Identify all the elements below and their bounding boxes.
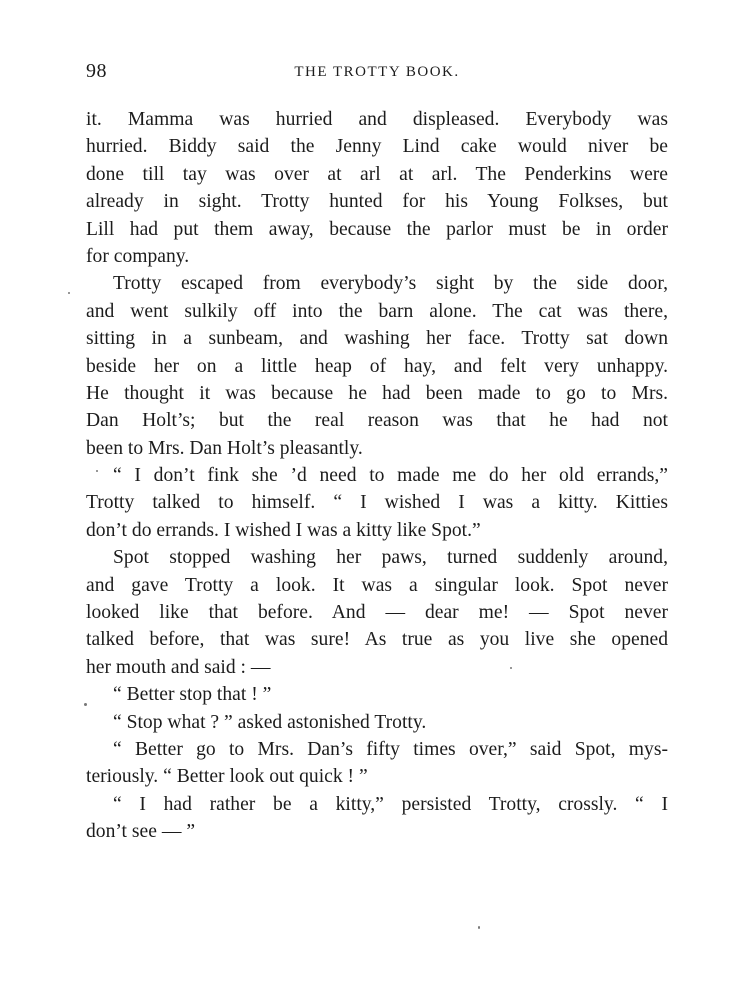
paragraph [86,106,668,270]
text-line: Trotty talked to himself. “ I wished I was a kitty. Kitties [86,492,668,514]
text-line: it. Mamma was hurried and displeased. Everybody was [86,109,668,130]
paragraph [86,709,668,736]
text-line: “ Stop what ? ” asked astonished Trotty. [113,711,427,733]
text-line: sitting in a sunbeam, and washing her face. Trotty sat down [86,328,668,350]
text-line: for company. [86,245,190,267]
text-line: Dan Holt’s; but the real reason was that he had not [86,410,668,432]
text-line: “ Better go to Mrs. Dan’s fifty times over,” said Spot, mys- [113,738,668,760]
page-number: 98 [86,60,107,82]
text-line: and went sulkily off into the barn alone. The cat was there, [86,300,668,322]
text-line: and gave Trotty a look. It was a singular look. Spot never [86,574,668,596]
text-line: her mouth and said : — [86,656,271,678]
text-line: talked before, that was sure! As true as you live she opened [86,629,668,651]
text-line: “ Better stop that ! ” [113,684,272,706]
paragraph [86,462,668,544]
ink-speck [510,667,512,669]
text-line: don’t do errands. I wished I was a kitty like Spot.” [86,519,481,541]
text-line: done till tay was over at arl at arl. The Penderkins were [86,163,668,185]
text-line: hurried. Biddy said the Jenny Lind cake would niver be [86,136,668,158]
text-line: don’t see — ” [86,821,196,843]
ink-speck [84,703,87,706]
text-line: He thought it was because he had been made to go to Mrs. [86,382,668,404]
ink-speck [96,470,98,472]
running-head [86,60,668,90]
body-text [86,106,668,846]
running-title: THE TROTTY BOOK. [294,64,460,80]
paragraph [86,736,668,791]
text-line: looked like that before. And — dear me! — Spot never [86,602,668,624]
paragraph [86,681,668,708]
text-line: Lill had put them away, because the parlor must be in order [86,218,668,240]
ink-speck [68,292,70,294]
text-line: already in sight. Trotty hunted for his Young Folkses, but [86,191,668,213]
paragraph [86,270,668,462]
text-line: teriously. “ Better look out quick ! ” [86,766,368,788]
text-line: “ I don’t fink she ’d need to made me do her old errands,” [113,465,668,487]
text-line: Spot stopped washing her paws, turned suddenly around, [113,547,668,569]
ink-speck [478,926,480,929]
paragraph [86,544,668,681]
text-line: “ I had rather be a kitty,” persisted Trotty, crossly. “ I [113,793,668,815]
text-line: been to Mrs. Dan Holt’s pleasantly. [86,437,363,459]
text-line: Trotty escaped from everybody’s sight by the side door, [113,273,668,295]
text-line: beside her on a little heap of hay, and felt very unhappy. [86,355,668,377]
paragraph [86,791,668,846]
